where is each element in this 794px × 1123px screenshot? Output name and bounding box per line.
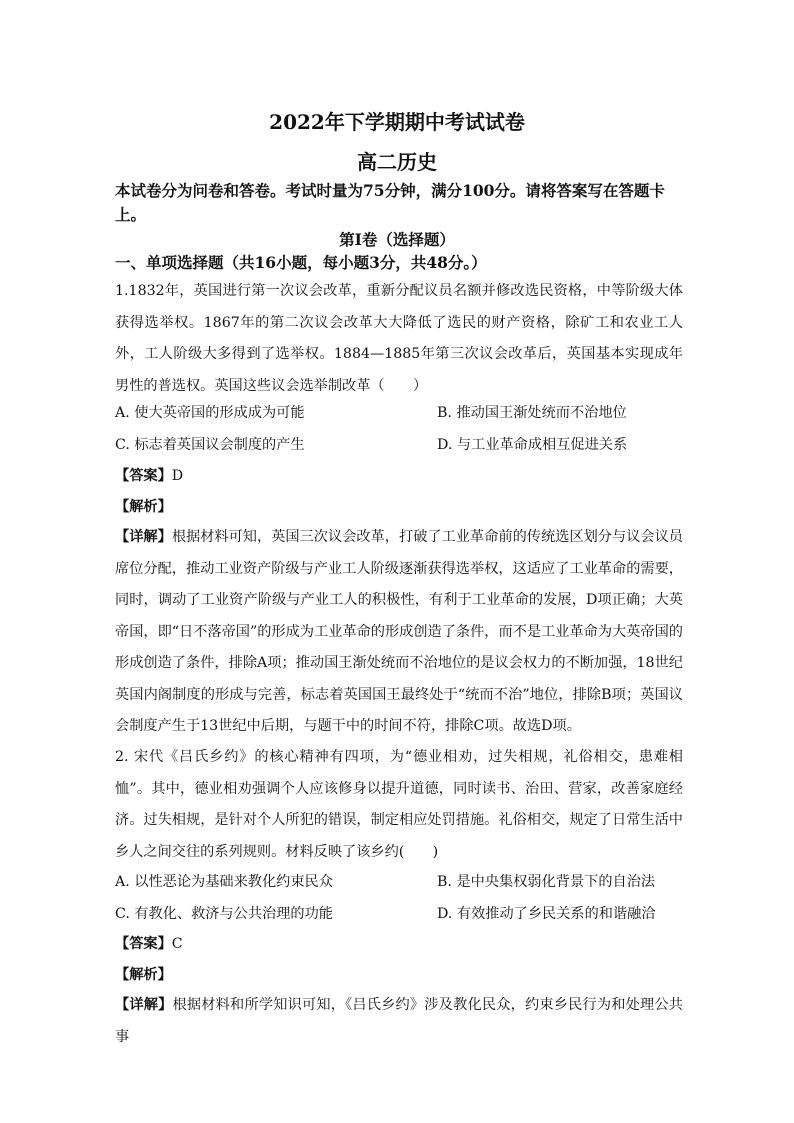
detail-text: 根据材料可知，英国三次议会改革，打破了工业革命前的传统选区划分与议会议员席位分配，推动工业资产阶级与产业工人阶级逐渐获得选举权，这适应了工业革命的需要，同时，调动了工业资产阶级与产业工人的积极性，有利于工业革命的发展，D项正确；大英帝国，即“日不落帝国”的形成为工业革命的形成创造了条件，而不是工业革命为大英帝国的形成创造了条件，排除A项；推动国王渐处统而不治地位的是议会权力的不断加强，18世纪英国内阁制度的形成与完善，标志着英国国王最终处于“统而不治”地位，排除B项；英国议会制度产生于13世纪中后期，与题干中的时间不符，排除C项。故选D项。 bbox=[115, 529, 683, 734]
detail-label: 【详解】 bbox=[115, 529, 172, 545]
q2-option-c: C. 有教化、救济与公共治理的功能 bbox=[115, 906, 333, 922]
q1-option-c: C. 标志着英国议会制度的产生 bbox=[115, 437, 305, 453]
exam-instructions: 本试卷分为问卷和答卷。考试时量为75分钟，满分100分。请将答案写在答题卡上。 bbox=[115, 181, 665, 224]
exam-title: 2022年下学期期中考试试卷 bbox=[269, 110, 525, 134]
q1-option-d: D. 与工业革命成相互促进关系 bbox=[437, 437, 628, 453]
detail-label: 【详解】 bbox=[115, 997, 173, 1013]
q2-answer bbox=[115, 934, 183, 954]
question-2-stem: 2. 宋代《吕氏乡约》的核心精神有四项，为“德业相劝，过失相规，礼俗相交，患难相恤”。其中，德业相劝强调个人应该修身以提升道德，同时读书、治田、营家，改善家庭经济。过失相规，是针对个人所犯的错误，制定相应处罚措施。礼俗相交，规定了日常生活中乡人之间交往的系列规则。材料反映了该乡约( ) bbox=[115, 749, 683, 860]
q2-detail bbox=[115, 990, 683, 1053]
q2-analysis-label: 【解析】 bbox=[115, 967, 172, 983]
answer-label: 【答案】 bbox=[115, 936, 172, 952]
volume-heading: 第Ⅰ卷（选择题） bbox=[339, 230, 455, 249]
q2-option-b: B. 是中央集权弱化背景下的自治法 bbox=[437, 874, 656, 890]
q2-option-d: D. 有效推动了乡民关系的和谐融洽 bbox=[437, 906, 656, 922]
answer-value: D bbox=[171, 468, 184, 484]
q1-option-b: B. 推动国王渐处统而不治地位 bbox=[437, 405, 627, 421]
q2-option-a: A. 以性恶论为基础来教化约束民众 bbox=[115, 874, 333, 890]
q1-analysis-label: 【解析】 bbox=[115, 499, 172, 515]
q1-option-a: A. 使大英帝国的形成成为可能 bbox=[115, 405, 305, 421]
section-heading: 一、单项选择题（共16小题，每小题3分，共48分。） bbox=[115, 253, 487, 272]
answer-label: 【答案】 bbox=[115, 468, 172, 484]
q1-answer bbox=[115, 466, 183, 486]
answer-value: C bbox=[171, 936, 183, 952]
exam-subject: 高二历史 bbox=[357, 150, 437, 174]
detail-text: 根据材料和所学知识可知，《吕氏乡约》涉及教化民众，约束乡民行为和处理公共事 bbox=[115, 997, 683, 1045]
question-1-stem: 1.1832年，英国进行第一次议会改革，重新分配议员名额并修改选民资格，中等阶级大体获得选举权。1867年的第二次议会改革大大降低了选民的财产资格，除矿工和农业工人外，工人阶级大多得到了选举权。1884—1885年第三次议会改革后，英国基本实现成年男性的普选权。英国这些议会选举制改革（ ） bbox=[115, 283, 683, 394]
q1-detail bbox=[115, 522, 683, 743]
